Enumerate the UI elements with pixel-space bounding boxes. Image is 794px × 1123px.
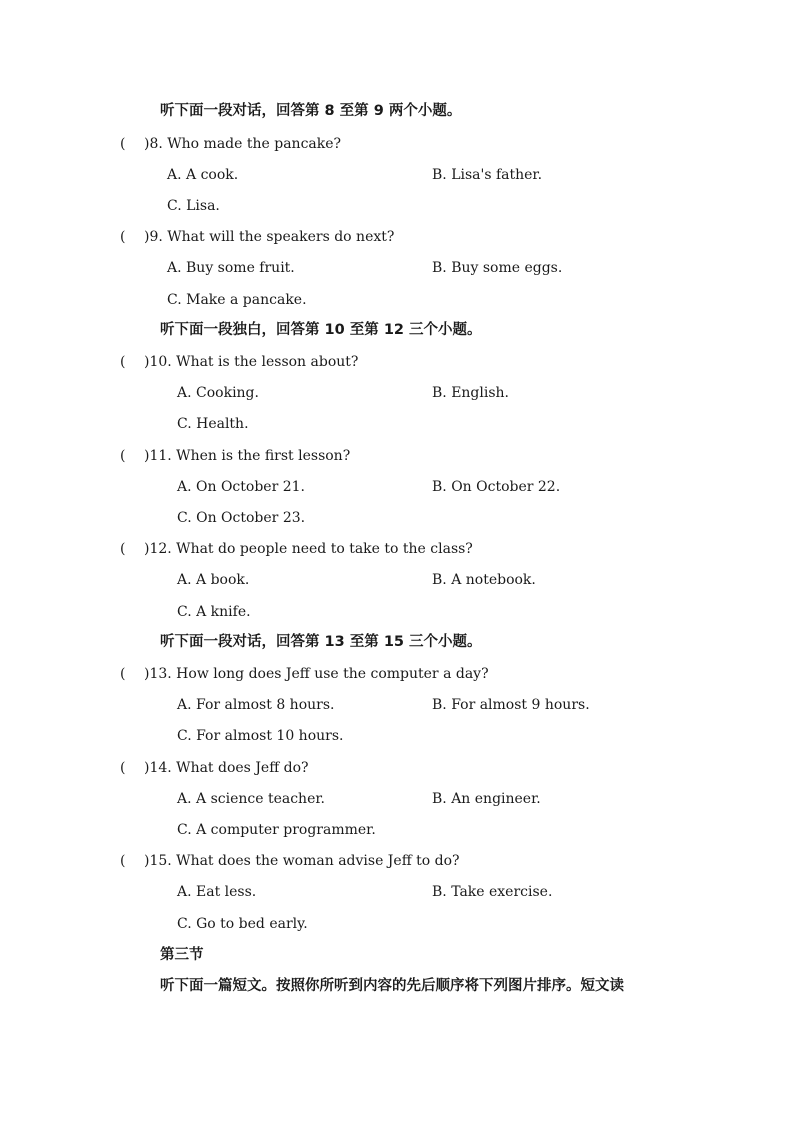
answer-blank: (	[120, 136, 126, 152]
q8-option-a: A. A cook.	[167, 167, 239, 183]
q10-option-c: C. Health.	[177, 416, 249, 432]
section-heading-part-3: 听下面一篇短文。按照你所听到内容的先后顺序将下列图片排序。短文读	[160, 978, 624, 994]
answer-blank: (	[120, 853, 126, 869]
q12-option-a: A. A book.	[177, 572, 250, 588]
q13-option-b: B. For almost 9 hours.	[432, 697, 590, 713]
q14-option-a: A. A science teacher.	[177, 791, 325, 807]
q9-option-c: C. Make a pancake.	[167, 292, 307, 308]
q9-option-b: B. Buy some eggs.	[432, 260, 563, 276]
q15-option-a: A. Eat less.	[177, 884, 257, 900]
q9-option-a: A. Buy some fruit.	[167, 260, 295, 276]
section-heading-q10-12: 听下面一段独白，回答第 10 至第 12 三个小题。	[160, 322, 482, 338]
question-text: )12. What do people need to take to the class?	[144, 541, 473, 557]
question-text: )11. When is the first lesson?	[144, 448, 351, 464]
q10-option-a: A. Cooking.	[177, 385, 259, 401]
answer-blank: (	[120, 541, 126, 557]
question-text: )13. How long does Jeff use the computer a day?	[144, 666, 489, 682]
q15-option-b: B. Take exercise.	[432, 884, 553, 900]
q11-option-a: A. On October 21.	[177, 479, 305, 495]
answer-blank: (	[120, 354, 126, 370]
q10-option-b: B. English.	[432, 385, 509, 401]
q15-option-c: C. Go to bed early.	[177, 916, 308, 932]
question-text: )15. What does the woman advise Jeff to do?	[144, 853, 460, 869]
question-9	[120, 227, 394, 247]
answer-blank: (	[120, 448, 126, 464]
answer-blank: (	[120, 229, 126, 245]
q12-option-b: B. A notebook.	[432, 572, 536, 588]
q14-option-c: C. A computer programmer.	[177, 822, 376, 838]
section-heading-q8-9: 听下面一段对话，回答第 8 至第 9 两个小题。	[160, 103, 462, 119]
section-title-part-3: 第三节	[160, 947, 204, 963]
q13-option-a: A. For almost 8 hours.	[177, 697, 335, 713]
q8-option-c: C. Lisa.	[167, 198, 220, 214]
question-15	[120, 851, 460, 871]
question-12	[120, 539, 473, 559]
question-text: )8. Who made the pancake?	[144, 136, 342, 152]
question-text: )9. What will the speakers do next?	[144, 229, 395, 245]
question-text: )10. What is the lesson about?	[144, 354, 359, 370]
section-heading-q13-15: 听下面一段对话，回答第 13 至第 15 三个小题。	[160, 634, 482, 650]
q13-option-c: C. For almost 10 hours.	[177, 728, 344, 744]
answer-blank: (	[120, 760, 126, 776]
answer-blank: (	[120, 666, 126, 682]
question-10	[120, 352, 358, 372]
question-8	[120, 134, 341, 154]
question-11	[120, 446, 350, 466]
question-13	[120, 664, 489, 684]
q12-option-c: C. A knife.	[177, 604, 251, 620]
q14-option-b: B. An engineer.	[432, 791, 541, 807]
question-14	[120, 758, 309, 778]
question-text: )14. What does Jeff do?	[144, 760, 309, 776]
q8-option-b: B. Lisa's father.	[432, 167, 543, 183]
q11-option-c: C. On October 23.	[177, 510, 306, 526]
q11-option-b: B. On October 22.	[432, 479, 561, 495]
